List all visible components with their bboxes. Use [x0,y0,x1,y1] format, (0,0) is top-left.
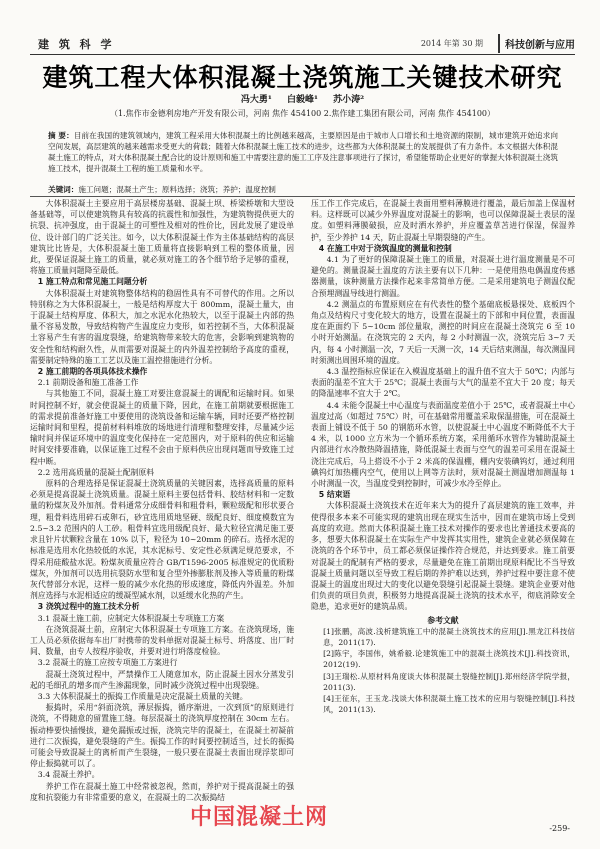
running-header [30,34,575,55]
section-heading: 2 施工前期的各项具体技术操作 [37,367,148,377]
article-title: 建筑工程大体积混凝土浇筑施工关键技术研究 [42,63,563,92]
subsection-heading: 3.3 大体积混凝土的振捣工作质量是决定混凝土质量的关键。 [37,691,248,701]
affiliation: （1.焦作市金德利房地产开发有限公司，河南 焦作 454100 2.焦作建工集团有限公司，河南 焦作 454100） [109,109,496,118]
subsection-heading: 3.2 混凝土的施工应按专项施工方案进行 [37,658,178,668]
body-paragraph: 在浇筑混凝土前，应制定大体积混凝土专项施工方案。在浇筑现场，施工人员必须依据每车出厂时携带的发料单据对混凝土标号、坍落度、出厂时间、数量，由专人按程序验收，并要对进行坍落度检验。 [30,624,294,657]
subsection-heading: 3.4 混凝土养护。 [37,770,100,780]
body-paragraph: 振捣时，采用“斜面浇筑，薄层振捣，循序渐进，一次到顶”的原则进行浇筑，不得随意的留置施工缝。每层混凝土的浇筑厚度控制在 30cm 左右。振动棒要快插慢拔，避免漏振或过振，浇筑完毕的混凝土，在混凝土初凝前进行二次振捣，避免裂缝的产生。振捣工作的时间要控制适当，过长的振捣可能会导致混凝土的离析而产生裂缝，一般只要在混凝土表面出现浮浆即可停止振捣就可以了。 [30,703,294,769]
body-paragraph: 4.3 温控指标应保证在入模温度基础上的温升值不宜大于 50℃；内部与表面的温差不宜大于 25℃；混凝土表面与大气的温差不宜大于 20 度；每天的降温速率不宜大于 2℃。 [311,367,575,399]
author-list [30,92,575,105]
subsection-heading: 2.1 前期设备和施工准备工作 [37,378,139,388]
left-column [30,198,294,803]
keywords-label: 关键词： [48,185,79,194]
author-name: 苏小涛² [333,95,365,105]
watermark: 中国混凝土网 [190,805,329,830]
body-paragraph: 原料的合理选择是保证混凝土浇筑质量的关键因素，选择高质量的原料必须是提高混凝土浇筑质量。混凝土原料主要包括骨料、胶结材料和一定数量的粉煤灰及外加剂。骨料通常分成细骨料和粗骨料，颗粒级配和形状要合理，粗骨料选用碎石或卵石，砂宜选用质地坚硬、级配良好、细度模数宜为 2.5~3.2 范围内的人工砂。粗骨料宜选用级配良好、最大粒径宜满足施工要求且针片状颗粒含量在 10% 以下，粒径为 10~20mm 的碎石。选择水泥的标准是选用水化热较低的水泥，其水泥标号、安定性必须满足规范要求，不得采用硅酸盐水泥。粉煤灰质量应符合 GB/T1596-2005 标准规定的优质粉煤灰，外加剂可以选用抗裂防水型和复合型外掺膨胀剂及掺入等质量的粉煤灰代替部分水泥，这样一般的减少水化热的形成速度，降低内外温差。外加剂应选择与水泥相适应的缓凝型减水剂，以延缓水化热的产生。 [30,479,294,601]
section-heading: 5 结束语 [318,490,351,500]
right-column [311,198,575,715]
abstract-text: 目前在我国的建筑领域内，建筑工程采用大体积混凝土的比例越来越高，主要原因是由于城市人口增长和土地资源的限制，城市建筑开始追求向空间发展，高层建筑的越来越需求受更大的荷载；随着大体积混凝土施工技术的进步，这些都为大体积混凝土的发展提供了有力条件。本文根据大体积混凝土施工的特点，对大体积混凝土配合比的设计原则和施工中需要注意的施工工序及注意事项进行了探讨，希望能帮助企业更好的掌握大体积混凝土浇筑施工技术，提升混凝土工程的施工质量和水平。 [48,131,558,173]
keywords [48,184,558,195]
section-heading: 4 在施工中对于浇筑温度的测量和控制 [318,243,452,253]
body-paragraph: 与其他施工不同，混凝土施工对要注意混凝土的调配和运输时间。如果时间控制不好，就会使混凝土的质量下降，因此，在施工前期就要根据施工的需求提前准备好施工中要使用的浇筑设备和运输车辆，同时还要严格控制运输时间和里程，提前材料料堆放的场地进行清理和整理安排，尽量减少运输时间并保证环境中的温度变化保持在一定范围内，对于原料的供应和运输时间安排要准确，以保证施工过程不会由于原料供应出现问题而导致施工过程中断。 [30,389,294,466]
body-paragraph: 养护工作在混凝土施工中经常被忽视，然而，养护对于提高混凝土的强度和抗裂能力有非常重要的意义，在混凝土的二次振捣结 [30,781,294,802]
body-paragraph: 4.1 为了更好的保障混凝土施工的质量，对混凝土进行温度测量是不可避免的。测量混凝土温度的方法主要有以下几种：一是使用热电偶温度传感器测量，该种测量方法操作起来非常简单方便。二是采用建筑电子测温仪配合预埋测温导线进行测温。 [311,255,575,298]
keywords-text: 施工问题；混凝土产生；原料选择；浇筑；养护；温度控制 [78,185,276,194]
issue-label: 2014 年第 30 期 [420,39,483,48]
references-heading: 参考文献 [427,615,459,625]
body-paragraph: 大体积混凝土浇筑技术在近年来大为的提升了高层建筑的施工效率，并使得很多本来不可能实现的建筑出现在现实生活中，因而在建筑市场上受到高度的欢迎。然而大体积混凝土施工技术对操作的要求也比普通技术要高的多，想要大体积混凝土在实际生产中发挥其实用性，建筑企业就必须保障在浇筑的各个环节中，员工都必须保证操作符合规范，并达到要求。施工前要对混凝土的配制有严格的要求，尽量避免在施工前期出现原料配比不当导致混凝土质量问题以至导致工程后期的养护难以达到，养护过程中要注意不使混凝土的温度出现过大的变化以避免裂缝引起混凝土裂缝。建筑企业要对他们负责的项目负责，积极努力地提高混凝土浇筑的技术水平，彻底消除安全隐患，追求更好的建筑品质。 [311,501,575,612]
body-paragraph: 混凝土浇筑过程中，严禁操作工人随意加水，防止混凝土因水分蒸发引起的毛细孔的增多而产生渗漏现象，同时减少浇筑过程中出现裂缝。 [30,669,294,690]
abstract [48,130,558,174]
abstract-label: 摘 要： [48,131,74,140]
body-paragraph: 大体积混凝土对建筑物整体结构的稳固性具有不可替代的作用。之所以特别称之为大体积混凝土，一般是结构厚度大于 800mm，混凝土量大，由于混凝土结构厚度、体积大，加之水泥水化热较大，以至于混凝土内部的热量不容易发散，导致结构物产生温度应力变形，如若控制不当，大体积混凝土容易产生有害的温度裂缝，给建筑物带来较大的危害，会影响到建筑物的安全性和结构耐久性，从而需要对混凝土的内外温差控制给予高度的重视，需要制定特殊的施工工艺以及施工温控措施进行分析。 [30,288,294,365]
reference-item: [3]王瑞松.从原材料角度谈大体积混凝土裂缝控制[J].郑州经济学院学报，2011(3). [323,671,575,692]
author-name: 冯大勇¹ [240,95,272,105]
author-name: 白毅峰¹ [287,95,318,105]
subsection-heading: 2.2 选用高质量的混凝土配制原料 [37,467,155,477]
reference-item: [1]张鹏，高波.浅析建筑施工中的混凝土浇筑技术的应用[J].黑龙江科技信息，2011(17). [323,626,575,647]
journal-name: 建 筑 科 学 [38,38,115,51]
intro-paragraph: 大体积混凝土主要应用于高层楼房基础、混凝土坝、桥梁桥墩和大型设备基础等，可以使建筑物具有较高的抗震性和加强性，为建筑物提供更大的抗裂、抗冲强度，由于混凝土的可塑性及相对的性价比，因此发展了建设单位、设计部门的广泛关注。如今，以大体积混凝土作为主体基础结构的高层建筑比比皆是，大体积混凝土施工质量将直接影响到工程的整体质量，因此，要保证混凝土施工的质量，就必须对施工的各个细节给予足够的重视，将施工质量问题降至最低。 [30,199,294,276]
body-paragraph: 4.2 测温点的布置原则应在有代表性的整个基础底板悬探处、底板四个角点及结构尺寸变化较大的地方，设置在混凝土的下部和中间位置，表面温度在距面约下 5~10cm 部位量取，测控的时间应在混凝土浇筑完 6 至 10 小时开始测温。在浇筑完的 2 天内，每 2 小时测温一次，浇筑完后 3~7 天内，每 4 小时测温一次，7 天后一天测一次，14 天后结束测温，每次测温同时须测出周围环境的温度。 [311,299,575,365]
body-paragraph: 压工作工作完成后，在混凝土表面用塑料薄膜进行覆盖，最后加盖上保温材料。这样既可以减少外界温度对混凝土的影响，也可以保障混凝土表层的湿度。如塑料薄膜破损，应及时洒水养护，并应覆盖草苫进行保湿，保湿养护，至少养护 14 天，防止混凝土早期裂缝的产生。 [311,199,575,242]
reference-item: [2]陈宇，李国伟，姚希毅.论建筑施工中的混凝土浇筑技术[J].科技资讯，2012(19). [323,649,575,670]
section-heading: 1 施工特点和常见施工问题分析 [37,277,148,287]
reference-item: [4]王征东，王玉龙.浅谈大体积混凝土施工技术的应用与裂缝控制[J].科技风，2011(13). [323,693,575,715]
column-tag: 科技创新与应用 [498,34,575,53]
section-heading: 3 浇筑过程中的施工技术分析 [37,602,140,612]
subsection-heading: 3.1 混凝土施工前，应制定大体积混凝土专项施工方案 [37,613,225,623]
divider [30,196,575,197]
body-paragraph: 4.4 未能令混凝土中心温度与表面温度差值小于 25℃，或者混凝土中心温度过高（如超过 75℃）时，可在基础常用覆盖采取保温措施，可在混凝土表面上铺设不低于 50 的钢筋环水管，以使混凝土中心温度不断降低不大于 4 米，以 1000 立方米为一个循环系统方案，采用循环水管作为辅助混凝土内部进行水冷散热降温措施，降低混凝土表面与空气的温差可采用在混凝土浇注完成后，马上搭设不小于 2 米高的保温棚，棚内安装碘钨灯，通过利用碘钨灯加热棚内空气，使用以上网等方法时，须对混凝土测温增加测温每 1 小时测温一次，当温度受到控制时，可减少水冷至停止。 [311,400,575,489]
page-number: -259- [549,824,570,833]
